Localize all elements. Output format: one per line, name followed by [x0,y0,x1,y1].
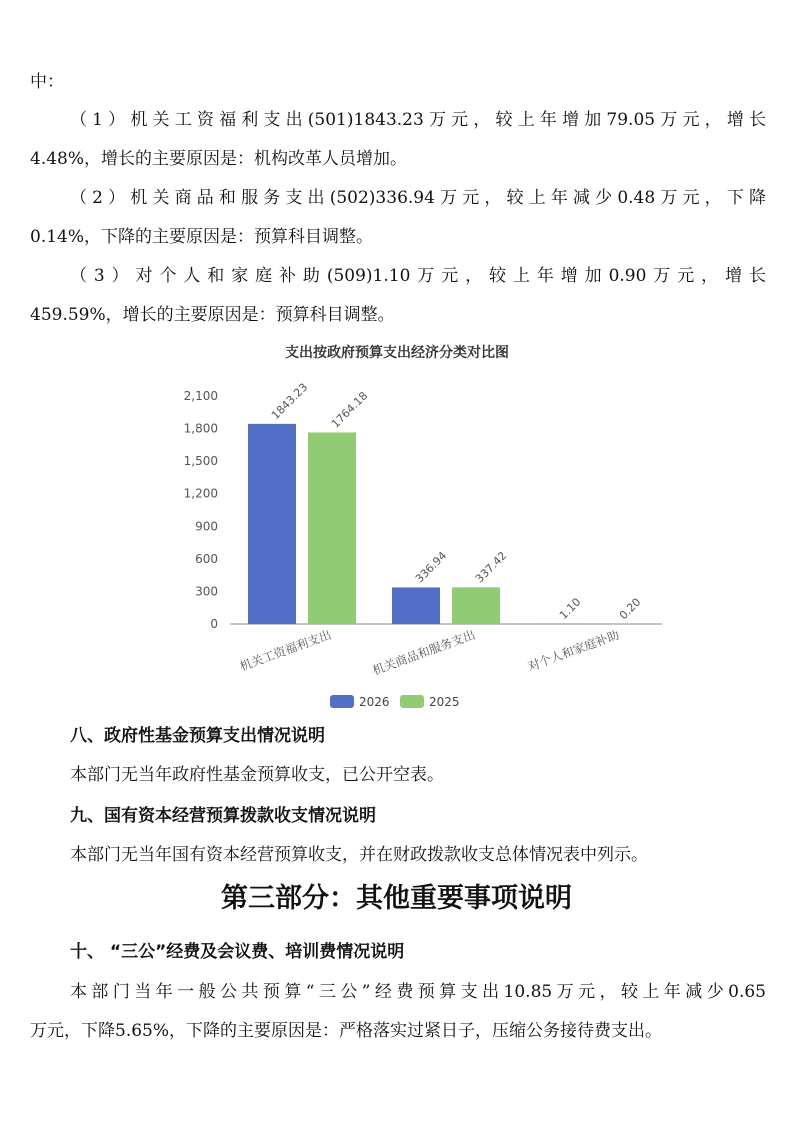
chart-legend [330,695,460,709]
x-tick-label: 机关商品和服务支出 [370,627,478,678]
legend-label-2026: 2026 [359,695,390,709]
y-tick-label: 1,800 [183,421,218,436]
bar-series [248,381,644,624]
y-tick-label: 600 [195,551,218,566]
section-8-body: 本部门无当年政府性基金预算收支，已公开空表。 [70,765,444,785]
y-tick-label: 0 [210,617,218,631]
paragraph-continuation: 中： [30,72,64,92]
paragraph-1-line-1: （1）机关工资福利支出(501)1843.23万元，较上年增加79.05万元，增长 [70,110,766,130]
paragraph-2-line-2: 0.14%，下降的主要原因是：预算科目调整。 [30,227,374,247]
y-tick-label: 2,100 [183,389,218,403]
y-tick-label: 1,200 [183,486,218,501]
paragraph-2-line-1: （2）机关商品和服务支出(502)336.94万元，较上年减少0.48万元，下降 [70,188,766,208]
chart-title: 支出按政府预算支出经济分类对比图 [285,345,509,361]
section-8-heading: 八、政府性基金预算支出情况说明 [70,726,325,746]
paragraph-1-line-2: 4.48%，增长的主要原因是：机构改革人员增加。 [30,149,408,169]
section-10-line-2: 万元，下降5.65%，下降的主要原因是：严格落实过紧日子，压缩公务接待费支出。 [30,1021,663,1041]
section-10-heading: 十、 “三公”经费及会议费、培训费情况说明 [70,942,405,962]
data-label: 1843.23 [268,380,311,422]
data-label: 336.94 [412,549,450,586]
bar-2026-0 [248,424,296,624]
section-9-heading: 九、国有资本经营预算拨款收支情况说明 [70,806,376,826]
legend-swatch-2025 [400,695,424,708]
x-tick-label: 机关工资福利支出 [238,627,334,674]
paragraph-3-line-2: 459.59%，增长的主要原因是：预算科目调整。 [30,305,395,325]
part-3-title: 第三部分：其他重要事项说明 [221,883,572,914]
data-label: 1764.18 [328,389,371,431]
legend-swatch-2026 [330,695,354,708]
section-10-line-1: 本部门当年一般公共预算“三公”经费预算支出10.85万元，较上年减少0.65 [70,982,766,1002]
bar-2025-0 [308,432,356,624]
section-9-body: 本部门无当年国有资本经营预算收支，并在财政拨款收支总体情况表中列示。 [70,845,648,865]
x-axis-labels [238,627,621,678]
data-label: 337.42 [472,549,510,586]
paragraph-3-line-1: （3）对个人和家庭补助(509)1.10万元，较上年增加0.90万元，增长 [70,266,766,286]
expenditure-comparison-chart [150,335,670,720]
data-label: 1.10 [556,595,584,623]
x-tick-label: 对个人和家庭补助 [526,627,622,674]
legend-label-2025: 2025 [429,695,460,709]
y-tick-label: 900 [195,519,218,534]
data-label: 0.20 [616,595,644,623]
y-tick-label: 300 [195,584,218,599]
bar-2025-1 [452,587,500,624]
y-tick-label: 1,500 [183,454,218,469]
y-axis [184,389,218,631]
bar-2026-1 [392,587,440,624]
